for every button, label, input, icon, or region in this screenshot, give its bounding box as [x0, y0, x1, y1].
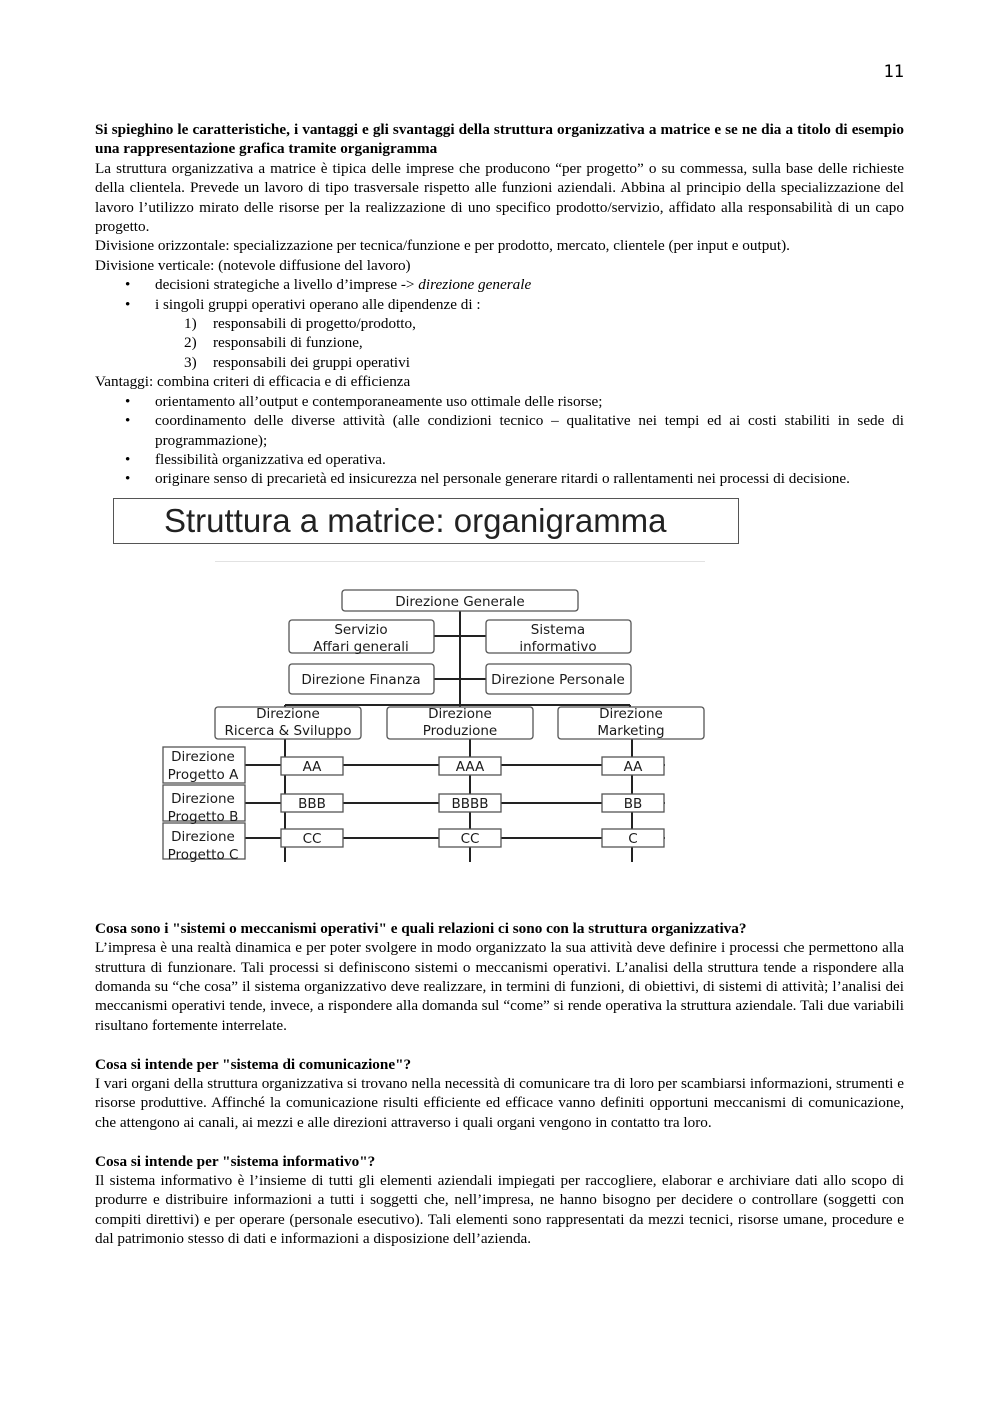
- cell-label: AA: [302, 758, 322, 775]
- label-progetto-a-l1: Direzione: [171, 748, 235, 765]
- cell-label: BBB: [298, 795, 326, 812]
- question-communication-system: Cosa si intende per "sistema di comunicazione"?: [95, 1055, 412, 1073]
- label-produzione-l1: Direzione: [428, 705, 492, 722]
- label-marketing-l1: Direzione: [599, 705, 663, 722]
- label-progetto-a-l2: Progetto A: [167, 766, 239, 783]
- label-affari-generali: Affari generali: [313, 638, 409, 655]
- list-item: 1) responsabili di progetto/prodotto,: [184, 315, 416, 333]
- org-chart-figure: [95, 489, 904, 919]
- cell-label: AAA: [455, 758, 485, 775]
- page-content: [95, 120, 904, 1249]
- label-produzione-l2: Produzione: [422, 722, 498, 739]
- list-item: • i singoli gruppi operativi operano alle dipendenze di :: [95, 295, 904, 314]
- label-sistema: Sistema: [530, 621, 586, 638]
- paragraph-information-system: Il sistema informativo è l’insieme di tutti gli elementi aziendali impiegati per raccogliere, elaborar e archiviare dati allo scopo di produrre e distribuire informazioni a tutti i soggetti che, nell’impresa, ne hanno bisogno per decidere o controllare (soggetti con compiti direttivi) e per operare (personale esecutivo). Tali elementi sono rappresentati da mezzi tecnici, risorse umane, procedure e dal patrimonio stesso di dati e informazioni a disposizione dell’azienda.: [95, 1171, 904, 1248]
- cell-label: AA: [623, 758, 643, 775]
- cell-label: CC: [302, 830, 322, 847]
- label-direzione-generale: Direzione Generale: [395, 593, 525, 610]
- list-item: • decisioni strategiche a livello d’imprese -> direzione generale: [95, 275, 904, 294]
- paragraph-operative-systems: L’impresa è una realtà dinamica e per poter svolgere in modo organizzato la sua attività deve definire i processi che permettono alla struttura di funzionare. Tali processi si definiscono sistemi o meccanismi operativi. L’analisi della struttura tende a rispondere alla domanda su “che cosa” il sistema organizzativo deve realizzare, in termini di funzioni, di obiettivi, di sistemi di attività; l’analisi dei meccanismi operativi tende, invece, a rispondere alla domanda sul “come” si rende operativa la struttura aziendale. Tali due variabili risultano fortemente interrelate.: [95, 939, 904, 1034]
- list-item: • originare senso di precarietà ed insicurezza nel personale generare ritardi o rallentamenti nei processi di decisione.: [95, 469, 904, 488]
- question-information-system: Cosa si intende per "sistema informativo"?: [95, 1152, 376, 1170]
- label-progetto-c-l2: Progetto C: [167, 846, 239, 863]
- org-chart: [95, 489, 904, 919]
- responsibles-list: [95, 314, 904, 372]
- vertical-division-list: [95, 275, 904, 314]
- cell-label: BB: [623, 795, 643, 812]
- question-matrix-structure: Si spieghino le caratteristiche, i vantaggi e gli svantaggi della struttura organizzativa a matrice e se ne dia a titolo di esempio una rappresentazione grafica tramite organigramma: [95, 121, 904, 158]
- list-item: • orientamento all’output e contemporaneamente uso ottimale delle risorse;: [95, 392, 904, 411]
- label-marketing-l2: Marketing: [597, 722, 665, 739]
- label-direzione-personale: Direzione Personale: [491, 671, 625, 688]
- cell-label: CC: [460, 830, 480, 847]
- horizontal-division: Divisione orizzontale: specializzazione per tecnica/funzione e per prodotto, mercato, clientele (per input e output).: [95, 237, 790, 255]
- label-servizio: Servizio: [334, 621, 388, 638]
- figure-title: Struttura a matrice: organigramma: [113, 498, 739, 544]
- label-ricerca-l2: Ricerca & Sviluppo: [224, 722, 352, 739]
- cell-label: C: [628, 830, 638, 847]
- cell-label: BBBB: [451, 795, 489, 812]
- label-informativo: informativo: [519, 638, 597, 655]
- label-ricerca-l1: Direzione: [256, 705, 320, 722]
- list-item: • flessibilità organizzativa ed operativa.: [95, 450, 904, 469]
- vertical-division: Divisione verticale: (notevole diffusione del lavoro): [95, 256, 411, 274]
- paragraph-matrix-intro: La struttura organizzativa a matrice è tipica delle imprese che producono “per progetto” o su commessa, sulla base delle richieste della clientela. Prevede un lavoro di tipo trasversale rispetto alle funzioni aziendali. Abbina al principio della specializzazione del lavoro l’utilizzo mirato delle risorse per la realizzazione di uno specifico prodotto/servizio, affidato alla responsabilità di un capo progetto.: [95, 159, 904, 236]
- label-progetto-c-l1: Direzione: [171, 828, 235, 845]
- question-operative-systems: Cosa sono i "sistemi o meccanismi operativi" e quali relazioni ci sono con la struttura organizzativa?: [95, 919, 747, 937]
- paragraph-communication-system: I vari organi della struttura organizzativa si trovano nella necessità di comunicare tra di loro per scambiarsi informazioni, strumenti e risorse produttive. Affinché la comunicazione risulti efficiente ed efficace vanno definiti opportuni meccanismi di comunicazione, che attengono ai canali, ai mezzi e alle direzioni attraverso i quali organi vengono in contatto tra loro.: [95, 1074, 904, 1131]
- list-item: 2) responsabili di funzione,: [184, 334, 363, 352]
- advantages-heading: Vantaggi: combina criteri di efficacia e di efficienza: [95, 373, 411, 391]
- list-item: • coordinamento delle diverse attività (alle condizioni tecnico – qualitative nei tempi ed ai costi stabiliti in sede di programmazione);: [95, 411, 904, 450]
- page-number: 11: [883, 62, 904, 82]
- label-progetto-b-l1: Direzione: [171, 790, 235, 807]
- label-direzione-finanza: Direzione Finanza: [301, 671, 421, 688]
- label-progetto-b-l2: Progetto B: [167, 808, 239, 825]
- advantages-list: [95, 392, 904, 489]
- list-item: 3) responsabili dei gruppi operativi: [184, 353, 410, 371]
